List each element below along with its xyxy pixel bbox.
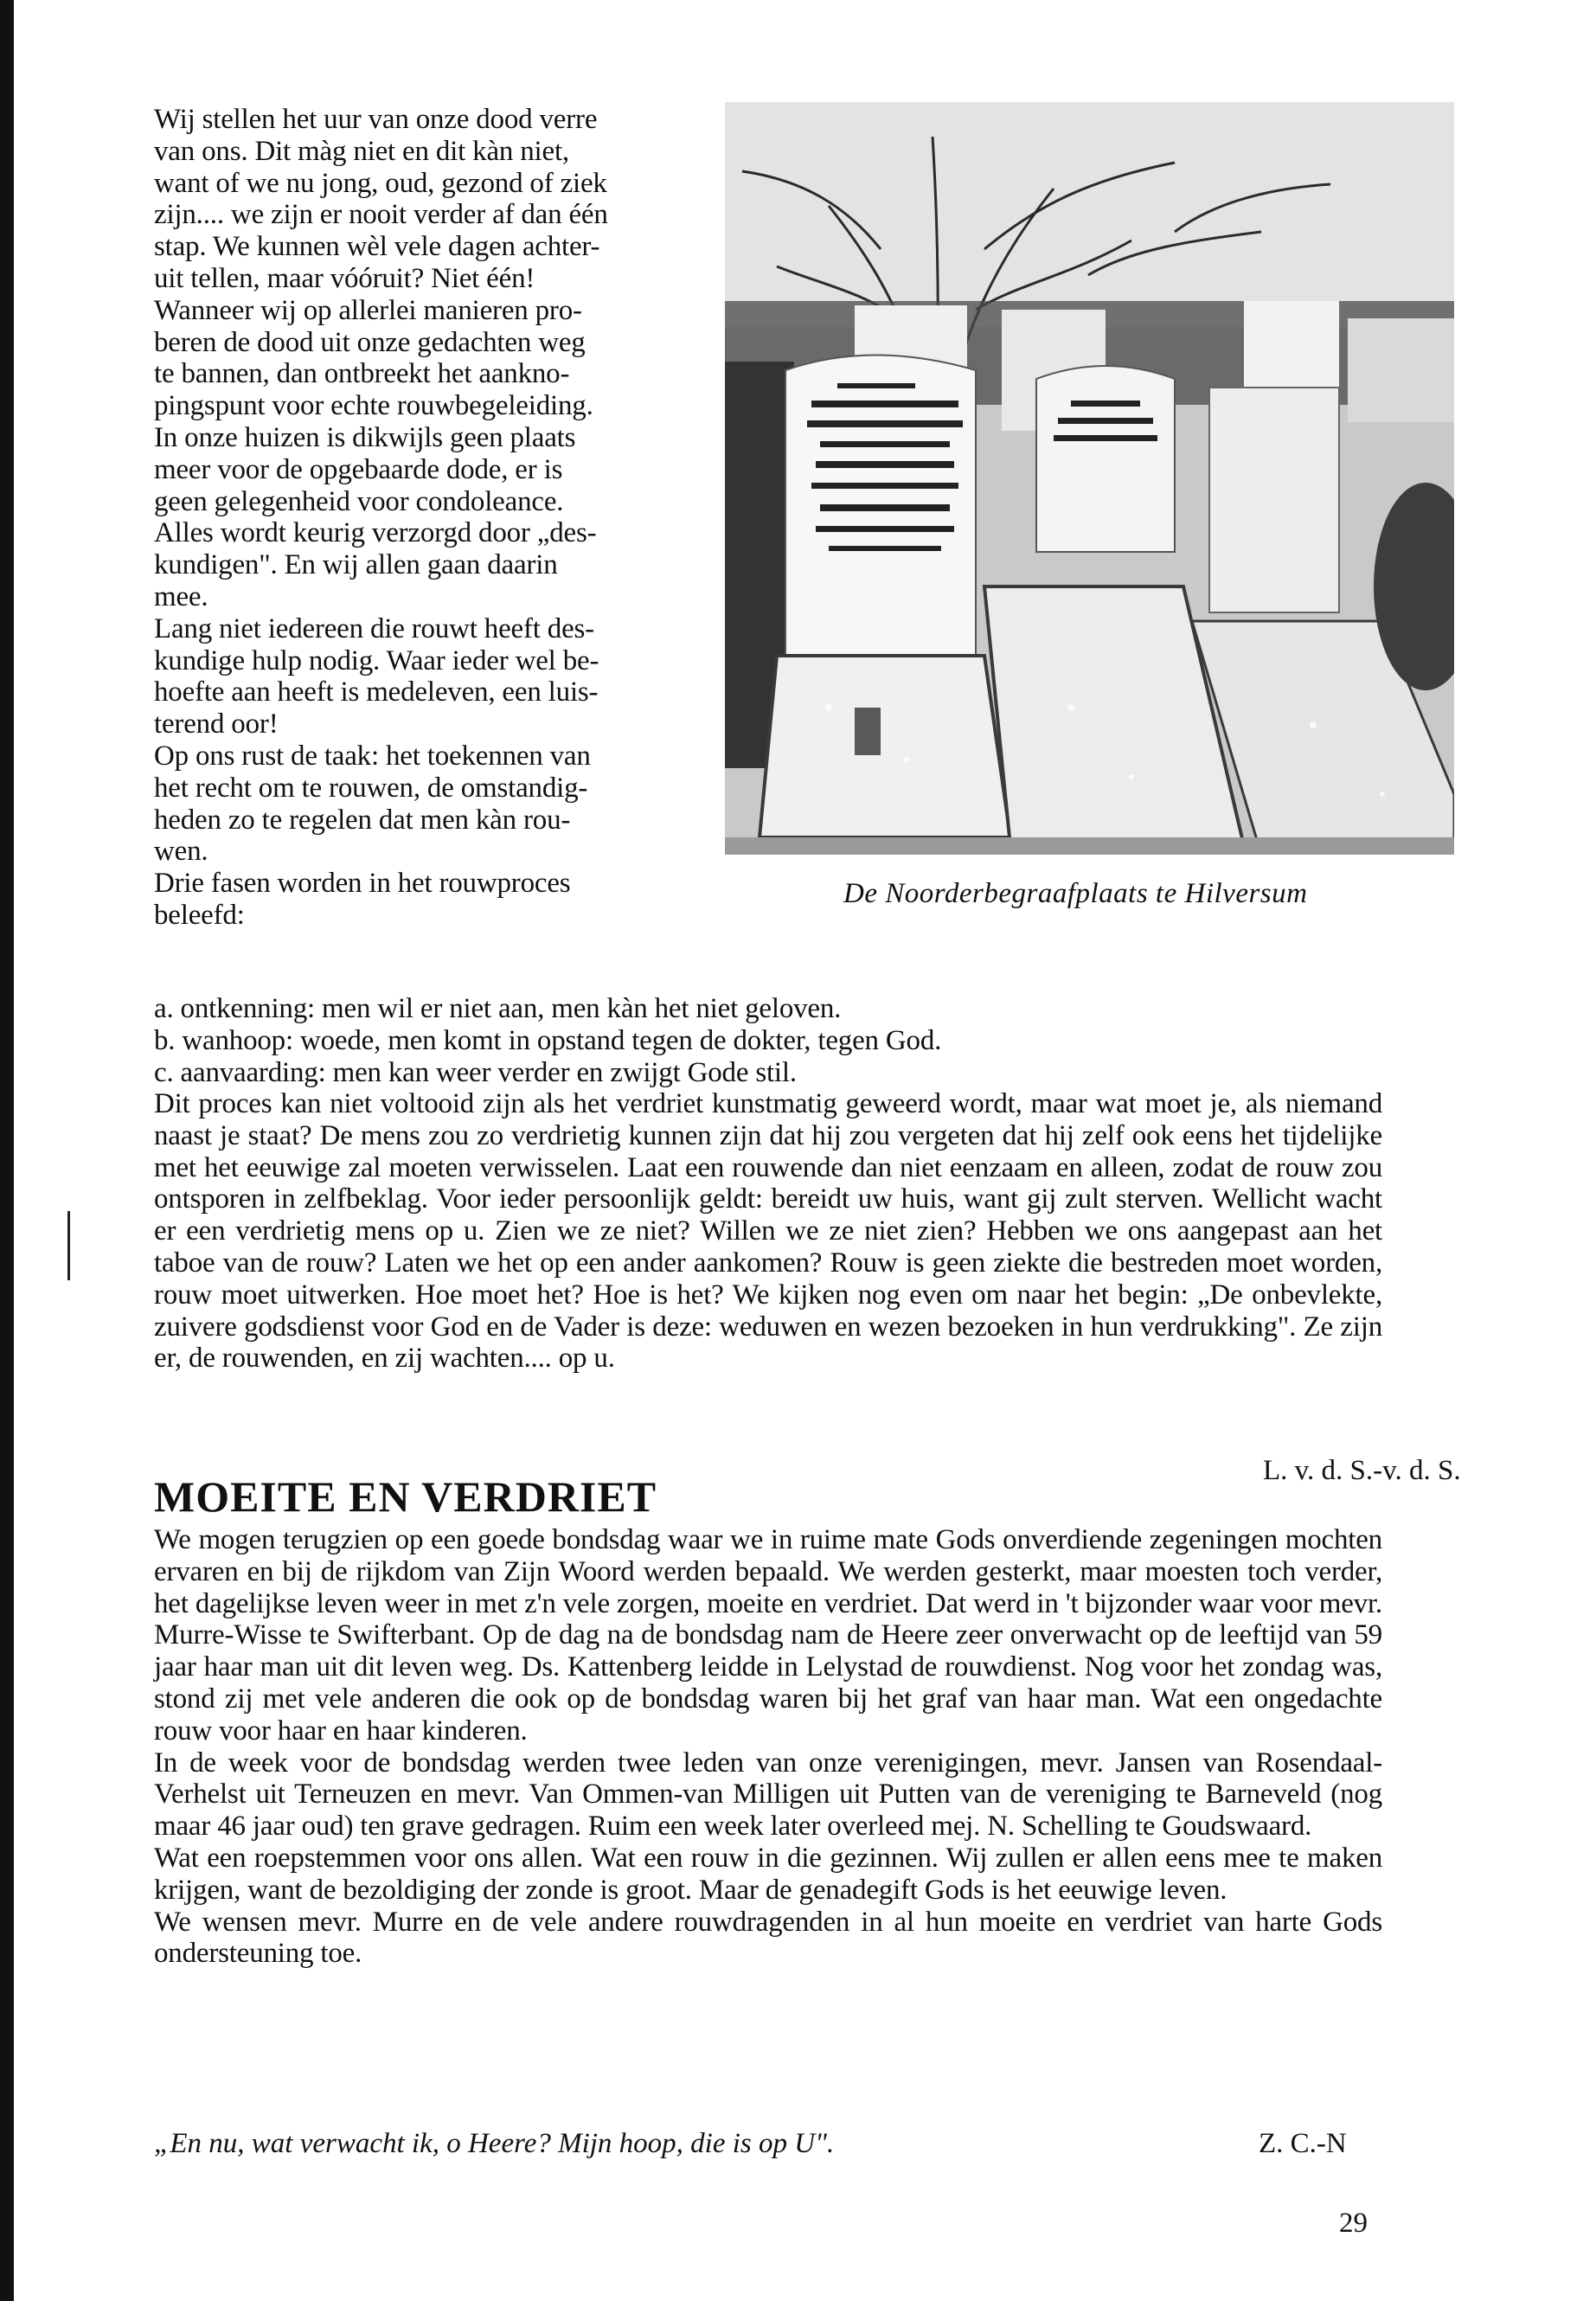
cemetery-photo	[725, 102, 1454, 855]
section-paragraph: We mogen terugzien op een goede bondsdag waar we in ruime mate Gods onverdiende zegeningen mochten ervaren en bij de rijkdom van Zijn Woord werden bepaald. We werden gesterkt, maar moesten toch verder, het dagelijkse leven weer in met z'n vele zorgen, moeite en verdriet. Dat werd in 't bijzonder waar voor mevr. Murre-Wisse te Swifterbant. Op de dag na de bondsdag nam de Heere zeer onverwacht op de leeftijd van 59 jaar haar man uit dit leven weg. Ds. Kattenberg leidde in Lelystad de rouwdienst. Nog voor het zondag was, stond zij met vele anderen die ook op de bondsdag waren bij het graf van haar man. Wat een ongedachte rouw voor haar en haar kinderen.	[154, 1524, 1382, 1747]
signature-1: L. v. d. S.-v. d. S.	[1263, 1455, 1461, 1486]
phase-item: b. wanhoop: woede, men komt in opstand tegen de dokter, tegen God.	[154, 1024, 942, 1056]
intro-line: Wij stellen het uur van onze dood verre	[154, 104, 598, 135]
intro-line: want of we nu jong, oud, gezond of ziek	[154, 167, 607, 199]
page-edge-shadow	[0, 0, 14, 2301]
intro-line: uit tellen, maar vóóruit? Niet één!	[154, 262, 535, 294]
intro-line: kundigen". En wij allen gaan daarin	[154, 549, 558, 581]
intro-line: Drie fasen worden in het rouwproces	[154, 868, 571, 900]
body-paragraph-1: Dit proces kan niet voltooid zijn als het verdriet kunstmatig geweerd wordt, maar wat moet je, als niemand naast je staat? De mens zou zo verdrietig kunnen zijn dat hij zou vergeten dat hij zelf ook eens het tijdelijke met het eeuwige zal moeten verwisselen. Laat een rouwende dan niet eenzaam en alleen, zodat de rouw zou ontsporen in zelfbeklag. Voor ieder persoonlijk geldt: bereidt uw huis, want gij zult sterven. Wellicht wacht er een verdrietig mens op u. Zien we ze niet? Willen we ze niet zien? Hebben we ons aangepast aan het taboe van de rouw? Laten we het op een ander aankomen? Rouw is geen ziekte die bestreden moet worden, rouw moet uitwerken. Hoe moet het? Hoe is het? We kijken nog even om naar het begin: „De onbevlekte, zuivere godsdienst voor God en de Vader is deze: weduwen en wezen bezoeken in hun verdrukking". Ze zijn er, de rouwenden, en zij wachten.... op u.	[154, 1088, 1382, 1375]
intro-line: te bannen, dan ontbreekt het aankno-	[154, 358, 570, 390]
intro-line: het recht om te rouwen, de omstandig-	[154, 772, 588, 804]
intro-line: van ons. Dit màg niet en dit kàn niet,	[154, 135, 569, 167]
phase-item: a. ontkenning: men wil er niet aan, men kàn het niet geloven.	[154, 993, 842, 1024]
intro-line: wen.	[154, 836, 208, 868]
intro-column	[154, 104, 725, 932]
intro-line: mee.	[154, 580, 208, 612]
intro-line: heden zo te regelen dat men kàn rou-	[154, 804, 571, 836]
page-number: 29	[1339, 2208, 1368, 2239]
phase-list	[154, 993, 1382, 1088]
intro-line: terend oor!	[154, 708, 279, 740]
intro-line: Lang niet iedereen die rouwt heeft des-	[154, 612, 594, 644]
intro-line: stap. We kunnen wèl vele dagen achter-	[154, 231, 600, 263]
intro-line: Alles wordt keurig verzorgd door „des-	[154, 517, 597, 549]
intro-line: geen gelegenheid voor condoleance.	[154, 485, 564, 517]
cemetery-photo-icon	[725, 102, 1454, 855]
signature-2: Z. C.-N	[1259, 2128, 1347, 2159]
intro-line: Op ons rust de taak: het toekennen van	[154, 740, 591, 772]
section-heading: MOEITE EN VERDRIET	[154, 1472, 657, 1521]
intro-line: meer voor de opgebaarde dode, er is	[154, 453, 563, 485]
intro-line: hoefte aan heeft is medeleven, een luis-	[154, 676, 599, 708]
section-paragraph: We wensen mevr. Murre en de vele andere rouwdragenden in al hun moeite en verdriet van harte Gods ondersteuning toe.	[154, 1906, 1382, 1970]
photo-caption: De Noorderbegraafplaats te Hilversum	[843, 878, 1308, 909]
intro-line: zijn.... we zijn er nooit verder af dan één	[154, 199, 608, 231]
intro-line: beren de dood uit onze gedachten weg	[154, 326, 586, 358]
phase-item: c. aanvaarding: men kan weer verder en zwijgt Gode stil.	[154, 1056, 797, 1088]
closing-quote: „En nu, wat verwacht ik, o Heere? Mijn hoop, die is op U".	[154, 2128, 835, 2159]
intro-line: pingspunt voor echte rouwbegeleiding.	[154, 390, 593, 422]
section-body	[154, 1524, 1382, 1970]
margin-mark	[67, 1211, 70, 1280]
intro-line: beleefd:	[154, 899, 245, 931]
section-paragraph: Wat een roepstemmen voor ons allen. Wat een rouw in die gezinnen. Wij zullen er allen eens mee te maken krijgen, want de bezoldiging der zonde is groot. Maar de genadegift Gods is het eeuwige leven.	[154, 1842, 1382, 1906]
intro-line: In onze huizen is dikwijls geen plaats	[154, 421, 576, 453]
intro-line: kundige hulp nodig. Waar ieder wel be-	[154, 644, 599, 676]
section-paragraph: In de week voor de bondsdag werden twee leden van onze verenigingen, mevr. Jansen van Rosendaal-Verhelst uit Terneuzen en mevr. Van Ommen-van Milligen uit Putten van de vereniging te Barneveld (nog maar 46 jaar oud) ten grave gedragen. Ruim een week later overleed mej. N. Schelling te Goudswaard.	[154, 1747, 1382, 1843]
intro-line: Wanneer wij op allerlei manieren pro-	[154, 294, 582, 326]
